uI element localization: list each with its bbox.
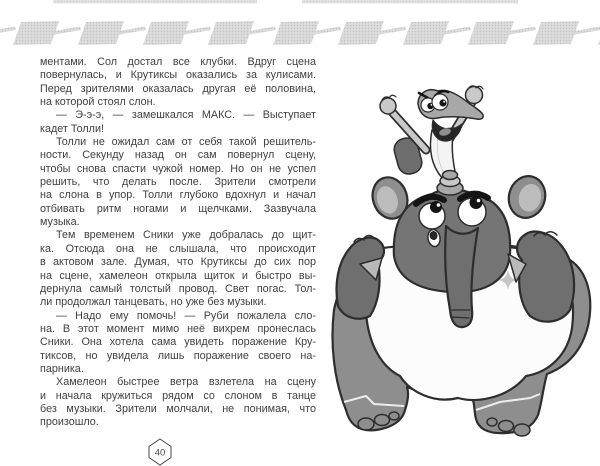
text-line: на слона в упор. Толли глубоко вдохнул и начал: [40, 189, 316, 202]
page-number: 40: [154, 447, 166, 459]
text-line: ности. Секунду назад он сам повернул сцену,: [40, 149, 316, 162]
text-line: дернула самый толстый провод. Свет погас. Тол-: [40, 282, 316, 295]
text-line: на. В этот момент мимо неё вихрем пронеслась: [40, 322, 316, 335]
text-line: кадет Толли!: [40, 122, 105, 135]
text-line: чтобы снова спасти чужой номер. Но он не успел: [40, 162, 316, 175]
text-line: Перед зрителями оказалась другая её половина,: [40, 82, 316, 95]
text-line: произошло.: [40, 416, 99, 429]
text-line: музыка.: [40, 216, 80, 229]
text-line: без музыки. Зрители молчали, не понимая, что: [40, 402, 316, 415]
text-line: — Э-э-э, — замешкался МАКС. — Выступает: [56, 109, 316, 122]
text-line: в актовом зале. Думая, что Крутиксы до сих пор: [40, 256, 316, 269]
text-line: Толли не ожидал сам от себя такой решитель-: [56, 136, 316, 149]
text-line: повернулась, и Крутиксы оказались за кулисами.: [40, 69, 316, 82]
text-line: ли продолжал танцевать, но уже без музыки.: [40, 296, 267, 309]
text-line: на сцене, хамелеон открыла щиток и быстро вы-: [40, 269, 316, 282]
text-line: и начала кружиться рядом со слоном в танце: [40, 389, 316, 402]
text-line: тиксов, но увидела лишь поражение своего на-: [40, 349, 316, 362]
elephant-ear-right: [504, 172, 550, 222]
text-line: отбивать ритм ногами и щелчками. Зазвучала: [40, 202, 316, 215]
lightning-stripe-band: [0, 0, 600, 52]
story-text: [40, 56, 316, 430]
text-line: — Надо ему помочь! — Руби пожалела сло-: [56, 309, 316, 322]
text-line: парника.: [40, 362, 84, 375]
text-line: Тем временем Сники уже добралась до щит-: [56, 229, 316, 242]
text-line: Хамелеон быстрее ветра взлетела на сцену: [56, 376, 316, 389]
text-line: решить, что делать после. Зрители смотрели: [40, 176, 316, 189]
page-number-badge: [147, 438, 173, 466]
elephant-character: [333, 172, 591, 436]
text-line: на которой стоял слон.: [40, 96, 156, 109]
chameleon-eye-right: [432, 94, 448, 110]
text-line: ментами. Сол достал все клубки. Вдруг сцена: [40, 56, 316, 68]
elephant-trunk: [445, 226, 478, 327]
text-line: Сники. Она хотела сама увидеть поражение Кру-: [40, 336, 316, 349]
top-sliver-left: [53, 0, 257, 4]
illustration: [330, 58, 600, 463]
top-sliver-right: [302, 0, 518, 4]
text-line: ка. Отсюда она не слышала, что происходит: [40, 242, 316, 255]
